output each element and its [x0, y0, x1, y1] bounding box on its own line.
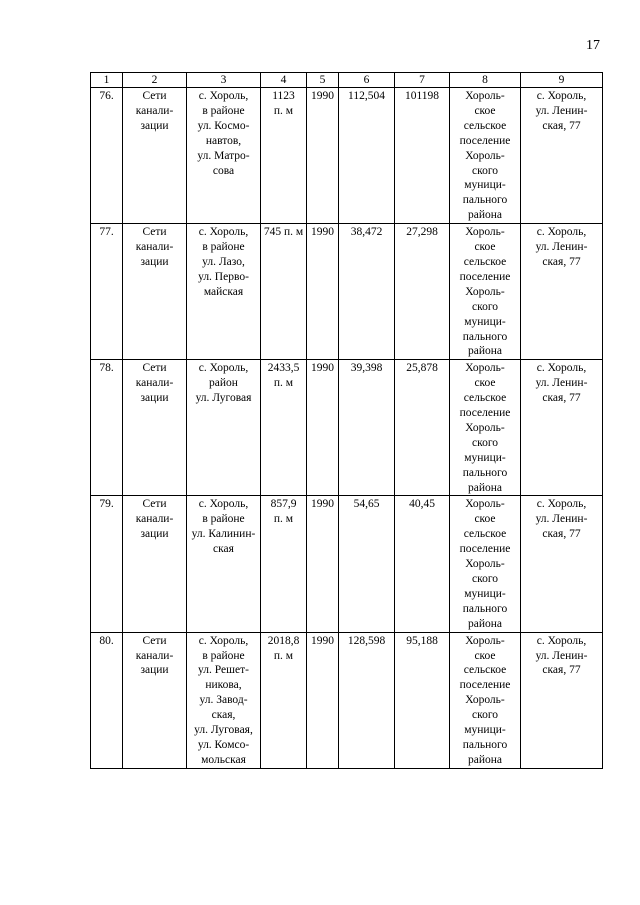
object-length: 1123 п. м [261, 88, 307, 224]
object-year: 1990 [307, 224, 339, 360]
row-number: 77. [91, 224, 123, 360]
object-owner: Хороль- ское сельское поселение Хороль- ского муници- пального района [450, 360, 521, 496]
owner-address: с. Хороль, ул. Ленин- ская, 77 [521, 88, 603, 224]
object-owner: Хороль- ское сельское поселение Хороль- ского муници- пального района [450, 88, 521, 224]
page-number: 17 [586, 38, 600, 53]
header-cell: 7 [395, 73, 450, 88]
object-location: с. Хороль, в районе ул. Решет- никова, ул. Завод- ская, ул. Луговая, ул. Комсо- мольская [187, 632, 261, 768]
table-header-row [91, 73, 603, 88]
object-value-1: 128,598 [339, 632, 395, 768]
object-name: Сети канали- зации [123, 632, 187, 768]
property-registry-table [90, 72, 603, 769]
row-number: 76. [91, 88, 123, 224]
object-location: с. Хороль, в районе ул. Калинин- ская [187, 496, 261, 632]
object-value-1: 39,398 [339, 360, 395, 496]
header-cell: 8 [450, 73, 521, 88]
table-row [91, 496, 603, 632]
object-value-2: 95,188 [395, 632, 450, 768]
table-row [91, 88, 603, 224]
row-number: 78. [91, 360, 123, 496]
object-location: с. Хороль, район ул. Луговая [187, 360, 261, 496]
header-cell: 6 [339, 73, 395, 88]
object-value-2: 101198 [395, 88, 450, 224]
object-value-2: 40,45 [395, 496, 450, 632]
object-owner: Хороль- ское сельское поселение Хороль- ского муници- пального района [450, 224, 521, 360]
header-cell: 4 [261, 73, 307, 88]
object-name: Сети канали- зации [123, 224, 187, 360]
object-year: 1990 [307, 88, 339, 224]
owner-address: с. Хороль, ул. Ленин- ская, 77 [521, 632, 603, 768]
header-cell: 1 [91, 73, 123, 88]
header-cell: 9 [521, 73, 603, 88]
header-cell: 2 [123, 73, 187, 88]
object-year: 1990 [307, 496, 339, 632]
table-row [91, 360, 603, 496]
object-value-1: 38,472 [339, 224, 395, 360]
object-name: Сети канали- зации [123, 360, 187, 496]
object-value-1: 54,65 [339, 496, 395, 632]
object-year: 1990 [307, 360, 339, 496]
object-year: 1990 [307, 632, 339, 768]
owner-address: с. Хороль, ул. Ленин- ская, 77 [521, 360, 603, 496]
owner-address: с. Хороль, ул. Ленин- ская, 77 [521, 496, 603, 632]
header-cell: 5 [307, 73, 339, 88]
object-name: Сети канали- зации [123, 88, 187, 224]
object-length: 745 п. м [261, 224, 307, 360]
row-number: 79. [91, 496, 123, 632]
table-row [91, 224, 603, 360]
object-length: 857,9 п. м [261, 496, 307, 632]
object-value-2: 27,298 [395, 224, 450, 360]
object-length: 2018,8 п. м [261, 632, 307, 768]
object-value-1: 112,504 [339, 88, 395, 224]
object-owner: Хороль- ское сельское поселение Хороль- ского муници- пального района [450, 496, 521, 632]
owner-address: с. Хороль, ул. Ленин- ская, 77 [521, 224, 603, 360]
header-cell: 3 [187, 73, 261, 88]
object-owner: Хороль- ское сельское поселение Хороль- ского муници- пального района [450, 632, 521, 768]
table-row [91, 632, 603, 768]
object-name: Сети канали- зации [123, 496, 187, 632]
row-number: 80. [91, 632, 123, 768]
object-length: 2433,5 п. м [261, 360, 307, 496]
object-value-2: 25,878 [395, 360, 450, 496]
object-location: с. Хороль, в районе ул. Космо- навтов, ул. Матро- сова [187, 88, 261, 224]
object-location: с. Хороль, в районе ул. Лазо, ул. Перво- майская [187, 224, 261, 360]
